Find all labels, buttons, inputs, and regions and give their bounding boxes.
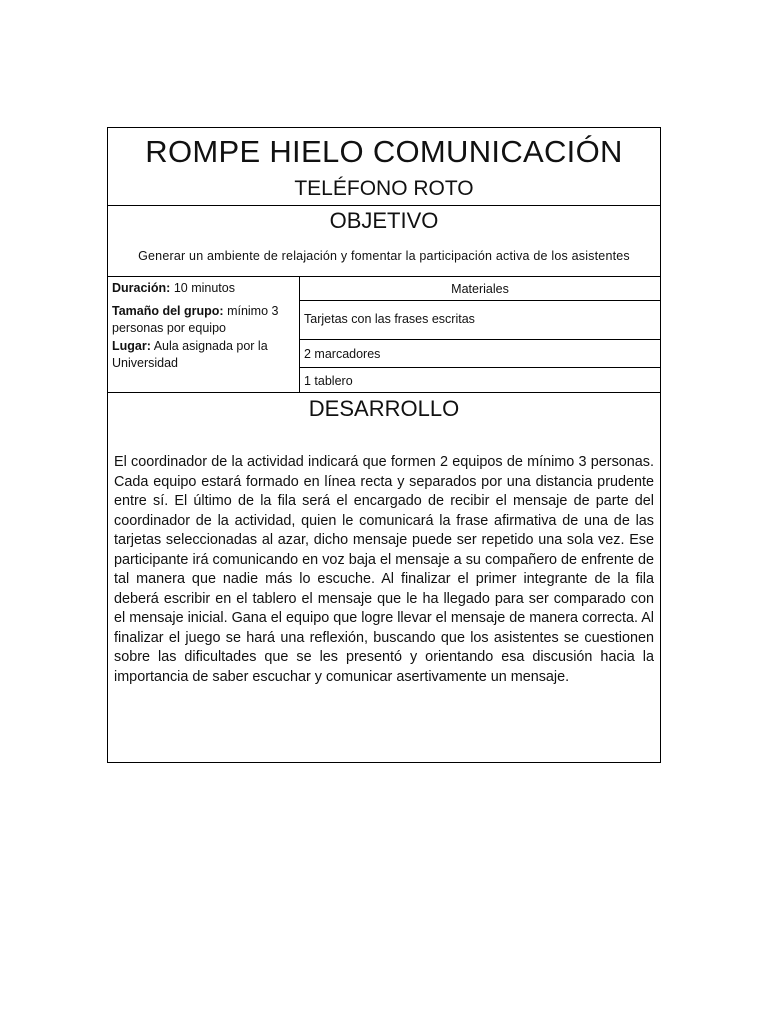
place-field — [112, 338, 292, 372]
divider — [108, 205, 660, 206]
document-subtitle: TELÉFONO ROTO — [294, 177, 474, 200]
divider — [108, 276, 660, 277]
document-title: ROMPE HIELO COMUNICACIÓN — [145, 134, 623, 169]
materials-divider — [299, 367, 660, 368]
material-item: 1 tablero — [304, 374, 353, 388]
materials-divider — [299, 300, 660, 301]
place-label: Lugar: — [112, 339, 151, 353]
divider — [108, 392, 660, 393]
material-item: Tarjetas con las frases escritas — [304, 312, 475, 326]
place-value: Aula asignada por la Universidad — [112, 339, 268, 370]
group-size-value: mínimo 3 personas por equipo — [112, 304, 279, 335]
duration-label: Duración: — [112, 281, 171, 295]
objective-text: Generar un ambiente de relajación y fomentar la participación activa de los asistentes — [138, 249, 630, 263]
materials-heading: Materiales — [451, 282, 509, 296]
materials-divider — [299, 339, 660, 340]
development-heading: DESARROLLO — [308, 396, 460, 421]
group-size-field — [112, 303, 297, 337]
group-size-label: Tamaño del grupo: — [112, 304, 224, 318]
duration-value: 10 minutos — [173, 281, 235, 295]
development-text: El coordinador de la actividad indicará que formen 2 equipos de mínimo 3 personas. Cada equipo estará formado en línea recta y separados por una distancia prudente entre sí. El último de la fila será el encargado de recibir el mensaje de parte del coordinador de la actividad, quien le comunicará la frase afirmativa de una de las tarjetas seleccionadas al azar, dicho mensaje puede ser repetido una sola vez. Ese participante irá comunicando en voz baja el mensaje a su compañero de enfrente de tal manera que nadie más lo escuche. Al finalizar el primer integrante de la fila deberá escribir en el tablero el mensaje que le ha llegado para ser comparado con el mensaje inicial. Gana el equipo que logre llevar el mensaje de manera correcta. Al finalizar el juego se hará una reflexión, buscando que los asistentes se cuestionen sobre las dificultades que se les presentó y orientando esa discusión hacia la importancia de saber escuchar y comunicar asertivamente un mensaje. — [114, 454, 654, 685]
objective-heading: OBJETIVO — [329, 208, 439, 233]
material-item: 2 marcadores — [304, 347, 381, 361]
activity-sheet — [107, 127, 661, 763]
duration-field — [112, 280, 295, 297]
